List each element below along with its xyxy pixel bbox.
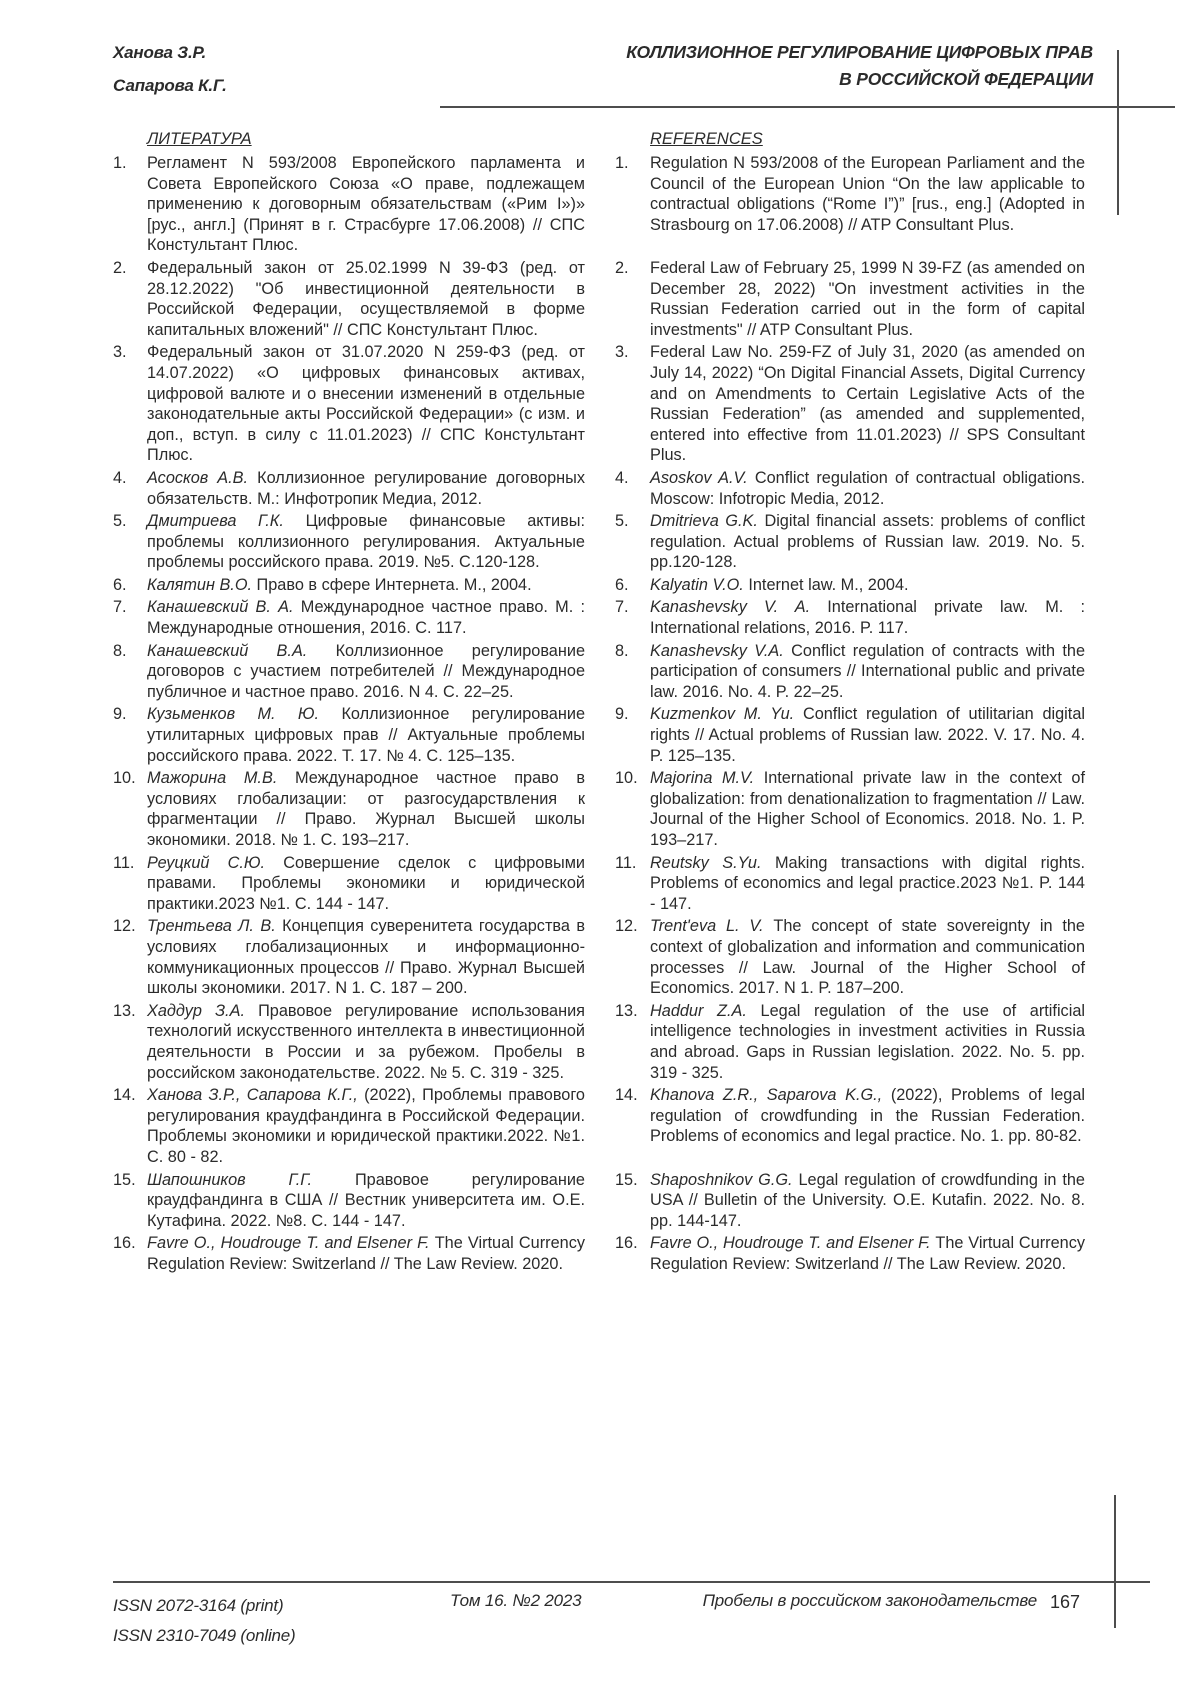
- reference-number: 1.: [113, 154, 127, 172]
- reference-item-en: [615, 258, 1085, 340]
- reference-author-ru: Асосков А.В.: [147, 468, 258, 487]
- reference-author-en: Trent'eva L. V.: [650, 917, 774, 936]
- reference-item-ru: [113, 641, 585, 703]
- reference-text-en: Haddur Z.A. Legal regulation of the use of artificial intelligence technologies in investment activities in Russia and abroad. Gaps in Russian legislation. 2022. No. 5. pp. 319 - 325.: [650, 1001, 1085, 1082]
- header-title-line-2: В РОССИЙСКОЙ ФЕДЕРАЦИИ: [839, 69, 1093, 89]
- references-rows: [113, 153, 1085, 1274]
- reference-item-ru: [113, 511, 585, 573]
- reference-item-en: [615, 1085, 1085, 1167]
- reference-item-ru: [113, 342, 585, 466]
- reference-text-en: Federal Law of February 25, 1999 N 39-FZ (as amended on December 28, 2022) "On investment activities in the Russian Federation carried out in the form of capital investments" // ATP Consultant Plus.: [650, 258, 1085, 339]
- reference-row: [113, 1085, 1085, 1167]
- reference-row: [113, 575, 1085, 596]
- reference-item-en: [615, 1001, 1085, 1083]
- reference-number: 4.: [113, 468, 127, 487]
- reference-number: 7.: [615, 598, 629, 617]
- reference-author-en: Shaposhnikov G.G.: [650, 1170, 799, 1189]
- reference-item-en: [615, 597, 1085, 638]
- reference-number: 9.: [615, 705, 629, 724]
- reference-author-en: Kanashevsky V. A.: [650, 598, 828, 617]
- reference-author-en: Kuzmenkov M. Yu.: [650, 705, 803, 724]
- reference-item-en: [615, 916, 1085, 998]
- reference-row: [113, 342, 1085, 466]
- reference-number: 15.: [113, 1170, 136, 1189]
- reference-item-en: [615, 1170, 1085, 1232]
- reference-item-en: [615, 768, 1085, 850]
- reference-row: [113, 258, 1085, 340]
- reference-text-en: Kanashevsky V. A. International private law. M. : International relations, 2016. P. 117.: [650, 598, 1085, 638]
- reference-text-ru: Регламент N 593/2008 Европейского парламента и Совета Европейского Союза «О праве, подлежащем применению к договорным обязательствам («Рим I»)» [рус., англ.] (Принят в г. Страсбурге 17.06.2008) // СПС Констультант Плюс.: [147, 154, 585, 255]
- reference-text-ru: Хаддур З.А. Правовое регулирование использования технологий искусственного интеллекта в инвестиционной деятельности в России и за рубежом. Пробелы в российском законодательстве. 2022. № 5. С. 319 - 325.: [147, 1001, 585, 1082]
- reference-author-ru: Мажорина М.В.: [147, 769, 296, 788]
- reference-number: 11.: [615, 853, 637, 872]
- footer-journal-name: Пробелы в российском законодательстве: [702, 1591, 1037, 1610]
- reference-row: [113, 1233, 1085, 1274]
- reference-number: 5.: [113, 512, 127, 531]
- reference-number: 6.: [615, 575, 629, 594]
- reference-text-ru: Канашевский В. А. Международное частное право. М. : Международные отношения, 2016. С. 117.: [147, 598, 585, 638]
- reference-number: 10.: [615, 769, 638, 788]
- reference-text-ru: Шапошников Г.Г. Правовое регулирование краудфандинга в США // Вестник университета им. О.Е. Кутафина. 2022. №8. С. 144 - 147.: [147, 1170, 585, 1230]
- header-vertical-rule: [1117, 50, 1119, 215]
- reference-row: [113, 641, 1085, 703]
- reference-number: 16.: [615, 1234, 638, 1253]
- reference-item-ru: [113, 768, 585, 850]
- reference-row: [113, 916, 1085, 998]
- section-titles-row: [113, 129, 1085, 150]
- reference-author-en: Kanashevsky V.A.: [650, 641, 792, 660]
- reference-item-en: [615, 641, 1085, 703]
- reference-number: 4.: [615, 468, 629, 487]
- reference-author-ru: Favre O., Houdrouge T. and Elsener F.: [147, 1234, 435, 1253]
- reference-item-en: [615, 1233, 1085, 1274]
- reference-text-en: Favre O., Houdrouge T. and Elsener F. The Virtual Currency Regulation Review: Switzerland // The Law Review. 2020.: [650, 1234, 1085, 1273]
- reference-text-ru: Дмитриева Г.К. Цифровые финансовые активы: проблемы коллизионного регулирования. Актуальные проблемы российского права. 2019. №5. С.120-128.: [147, 512, 585, 572]
- reference-number: 14.: [615, 1086, 638, 1105]
- reference-author-ru: Трентьева Л. В.: [147, 917, 283, 936]
- reference-number: 11.: [113, 853, 135, 872]
- references-section: [113, 129, 1085, 1276]
- reference-text-ru: Кузьменков М. Ю. Коллизионное регулирование утилитарных цифровых прав // Актуальные проблемы российского права. 2022. Т. 17. № 4. С. 125–135.: [147, 705, 585, 765]
- reference-text-en: Shaposhnikov G.G. Legal regulation of crowdfunding in the USA // Bulletin of the University. O.E. Kutafin. 2022. No. 8. pp. 144-147.: [650, 1170, 1085, 1230]
- footer-issn-online: ISSN 2310-7049 (online): [113, 1626, 296, 1645]
- header-article-title: [626, 39, 1093, 93]
- reference-author-ru: Реуцкий С.Ю.: [147, 853, 284, 872]
- reference-text-en: Asoskov A.V. Conflict regulation of contractual obligations. Moscow: Infotropic Media, 2012.: [650, 468, 1085, 508]
- header-author-2: Сапарова К.Г.: [113, 76, 227, 95]
- reference-author-ru: Канашевский В. А.: [147, 598, 301, 617]
- footer-issn: [113, 1591, 296, 1651]
- footer-vertical-rule: [1114, 1495, 1116, 1628]
- reference-text-ru: Федеральный закон от 25.02.1999 N 39-ФЗ (ред. от 28.12.2022) "Об инвестиционной деятельности в Российской Федерации, осуществляемой в форме капитальных вложений" // СПС Констультант Плюс.: [147, 258, 585, 339]
- reference-number: 13.: [113, 1001, 136, 1020]
- reference-author-ru: Дмитриева Г.К.: [147, 512, 306, 531]
- reference-number: 12.: [113, 917, 136, 936]
- reference-row: [113, 1001, 1085, 1083]
- reference-row: [113, 511, 1085, 573]
- reference-number: 10.: [113, 769, 136, 788]
- reference-item-ru: [113, 1001, 585, 1083]
- reference-number: 5.: [615, 512, 629, 531]
- reference-author-ru: Хаддур З.А.: [147, 1001, 259, 1020]
- reference-item-en: [615, 575, 1085, 596]
- reference-text-ru: Мажорина М.В. Международное частное право в условиях глобализации: от разгосударствления к фрагментации // Право. Журнал Высшей школы экономики. 2018. № 1. С. 193–217.: [147, 769, 586, 849]
- reference-row: [113, 1170, 1085, 1232]
- reference-item-en: [615, 342, 1085, 466]
- reference-author-en: Dmitrieva G.K.: [650, 512, 765, 531]
- footer-volume: Том 16. №2 2023: [450, 1591, 582, 1610]
- reference-item-ru: [113, 1085, 585, 1167]
- reference-author-ru: Канашевский В.А.: [147, 641, 336, 660]
- reference-item-ru: [113, 597, 585, 638]
- reference-author-ru: Ханова З.Р., Сапарова К.Г.,: [147, 1086, 365, 1105]
- reference-text-en: Khanova Z.R., Saparova K.G., (2022), Problems of legal regulation of crowdfunding in the Russian Federation. Problems of economics and legal practice. No. 1. pp. 80-82.: [650, 1086, 1085, 1146]
- reference-number: 2.: [615, 258, 629, 277]
- reference-author-ru: Калятин В.О.: [147, 575, 257, 594]
- reference-number: 15.: [615, 1170, 638, 1189]
- reference-row: [113, 853, 1085, 915]
- reference-text-ru: Трентьева Л. В. Концепция суверенитета государства в условиях глобализационных и информационно-коммуникационных процессов // Право. Журнал Высшей школы экономики. 2017. N 1. С. 187 – 200.: [147, 917, 585, 998]
- reference-author-en: Favre O., Houdrouge T. and Elsener F.: [650, 1234, 936, 1253]
- footer-page-number: 167: [1050, 1592, 1081, 1612]
- header-horizontal-rule: [440, 106, 1175, 108]
- reference-number: 8.: [113, 641, 127, 660]
- reference-text-en: Kuzmenkov M. Yu. Conflict regulation of utilitarian digital rights // Actual problems of Russian law. 2022. V. 17. No. 4. P. 125–135.: [650, 705, 1085, 765]
- reference-number: 16.: [113, 1234, 136, 1253]
- reference-text-en: Trent'eva L. V. The concept of state sovereignty in the context of globalization and information and communication processes // Law. Journal of the Higher School of Economics. 2017. N 1. P. 187–200.: [650, 917, 1085, 998]
- reference-number: 3.: [113, 343, 127, 362]
- reference-number: 9.: [113, 705, 127, 724]
- reference-author-en: Majorina M.V.: [650, 769, 764, 788]
- reference-item-en: [615, 468, 1085, 509]
- reference-number: 12.: [615, 917, 638, 936]
- reference-number: 3.: [615, 343, 629, 362]
- reference-item-ru: [113, 153, 585, 256]
- reference-item-ru: [113, 704, 585, 766]
- reference-text-en: Federal Law No. 259-FZ of July 31, 2020 (as amended on July 14, 2022) “On Digital Financial Assets, Digital Currency and on Amendments to Certain Legislative Acts of the Russian Federation” (as amended and supplemented, entered into effective from 11.01.2023) // SPS Consultant Plus.: [650, 343, 1085, 465]
- reference-text-en: Regulation N 593/2008 of the European Parliament and the Council of the European Union “On the law applicable to contractual obligations (“Rome I”)” [rus., eng.] (Adopted in Strasbourg on 17.06.2008) // ATP Consultant Plus.: [650, 154, 1085, 234]
- reference-text-ru: Асосков А.В. Коллизионное регулирование договорных обязательств. М.: Инфотропик Медиа, 2012.: [147, 468, 585, 508]
- reference-text-en: Kalyatin V.O. Internet law. M., 2004.: [650, 575, 909, 594]
- reference-number: 2.: [113, 258, 127, 277]
- reference-row: [113, 704, 1085, 766]
- reference-number: 6.: [113, 575, 127, 594]
- reference-text-ru: Ханова З.Р., Сапарова К.Г., (2022), Проблемы правового регулирования краудфандинга в Российской Федерации. Проблемы экономики и юридической практики.2022. №1. С. 80 - 82.: [147, 1086, 585, 1166]
- section-title-en: REFERENCES: [650, 130, 763, 148]
- header-author-1: Ханова З.Р.: [113, 43, 207, 62]
- reference-item-ru: [113, 258, 585, 340]
- reference-text-en: Majorina M.V. International private law in the context of globalization: from denationalization to fragmentation // Law. Journal of the Higher School of Economics. 2018. No. 1. P. 193–217.: [650, 769, 1085, 849]
- reference-row: [113, 468, 1085, 509]
- reference-item-en: [615, 153, 1085, 256]
- reference-number: 7.: [113, 598, 127, 617]
- reference-item-ru: [113, 1233, 585, 1274]
- reference-number: 13.: [615, 1001, 638, 1020]
- reference-row: [113, 153, 1085, 256]
- reference-item-en: [615, 853, 1085, 915]
- reference-author-en: Reutsky S.Yu.: [650, 853, 775, 872]
- reference-text-en: Kanashevsky V.A. Conflict regulation of contracts with the participation of consumers // International public and private law. 2016. No. 4. P. 22–25.: [650, 641, 1085, 701]
- reference-author-en: Kalyatin V.O.: [650, 575, 749, 594]
- reference-author-ru: Шапошников Г.Г.: [147, 1170, 355, 1189]
- footer-issn-print: ISSN 2072-3164 (print): [113, 1596, 284, 1615]
- reference-row: [113, 768, 1085, 850]
- section-title-ru: ЛИТЕРАТУРА: [147, 130, 252, 148]
- reference-item-ru: [113, 853, 585, 915]
- reference-text-en: Dmitrieva G.K. Digital financial assets: problems of conflict regulation. Actual problems of Russian law. 2019. No. 5. pp.120-128.: [650, 512, 1085, 572]
- header-title-line-1: КОЛЛИЗИОННОЕ РЕГУЛИРОВАНИЕ ЦИФРОВЫХ ПРАВ: [626, 42, 1093, 62]
- footer-horizontal-rule: [113, 1581, 1150, 1583]
- reference-number: 1.: [615, 154, 629, 172]
- reference-number: 8.: [615, 641, 629, 660]
- reference-text-ru: Федеральный закон от 31.07.2020 N 259-ФЗ (ред. от 14.07.2022) «О цифровых финансовых активах, цифровой валюте и о внесении изменений в отдельные законодательные акты Российской Федерации» (с изм. и доп., вступ. в силу с 11.01.2023) // СПС Констультант Плюс.: [147, 343, 585, 465]
- reference-item-en: [615, 511, 1085, 573]
- header-authors: [113, 36, 227, 102]
- reference-row: [113, 597, 1085, 638]
- reference-text-en: Reutsky S.Yu. Making transactions with digital rights. Problems of economics and legal practice.2023 №1. P. 144 - 147.: [650, 853, 1085, 913]
- reference-author-en: Haddur Z.A.: [650, 1001, 761, 1020]
- reference-author-en: Khanova Z.R., Saparova K.G.,: [650, 1086, 891, 1105]
- reference-item-ru: [113, 1170, 585, 1232]
- reference-item-ru: [113, 916, 585, 998]
- reference-text-ru: Калятин В.О. Право в сфере Интернета. М., 2004.: [147, 575, 532, 594]
- reference-text-ru: Реуцкий С.Ю. Совершение сделок с цифровыми правами. Проблемы экономики и юридической практики.2023 №1. С. 144 - 147.: [147, 853, 585, 913]
- reference-item-ru: [113, 468, 585, 509]
- reference-item-ru: [113, 575, 585, 596]
- reference-author-ru: Кузьменков М. Ю.: [147, 705, 342, 724]
- reference-text-ru: Канашевский В.А. Коллизионное регулирование договоров с участием потребителей // Международное публичное и частное право. 2016. N 4. С. 22–25.: [147, 641, 585, 701]
- reference-text-ru: Favre O., Houdrouge T. and Elsener F. The Virtual Currency Regulation Review: Switzerland // The Law Review. 2020.: [147, 1234, 585, 1273]
- reference-number: 14.: [113, 1086, 136, 1105]
- reference-author-en: Asoskov A.V.: [650, 468, 755, 487]
- reference-item-en: [615, 704, 1085, 766]
